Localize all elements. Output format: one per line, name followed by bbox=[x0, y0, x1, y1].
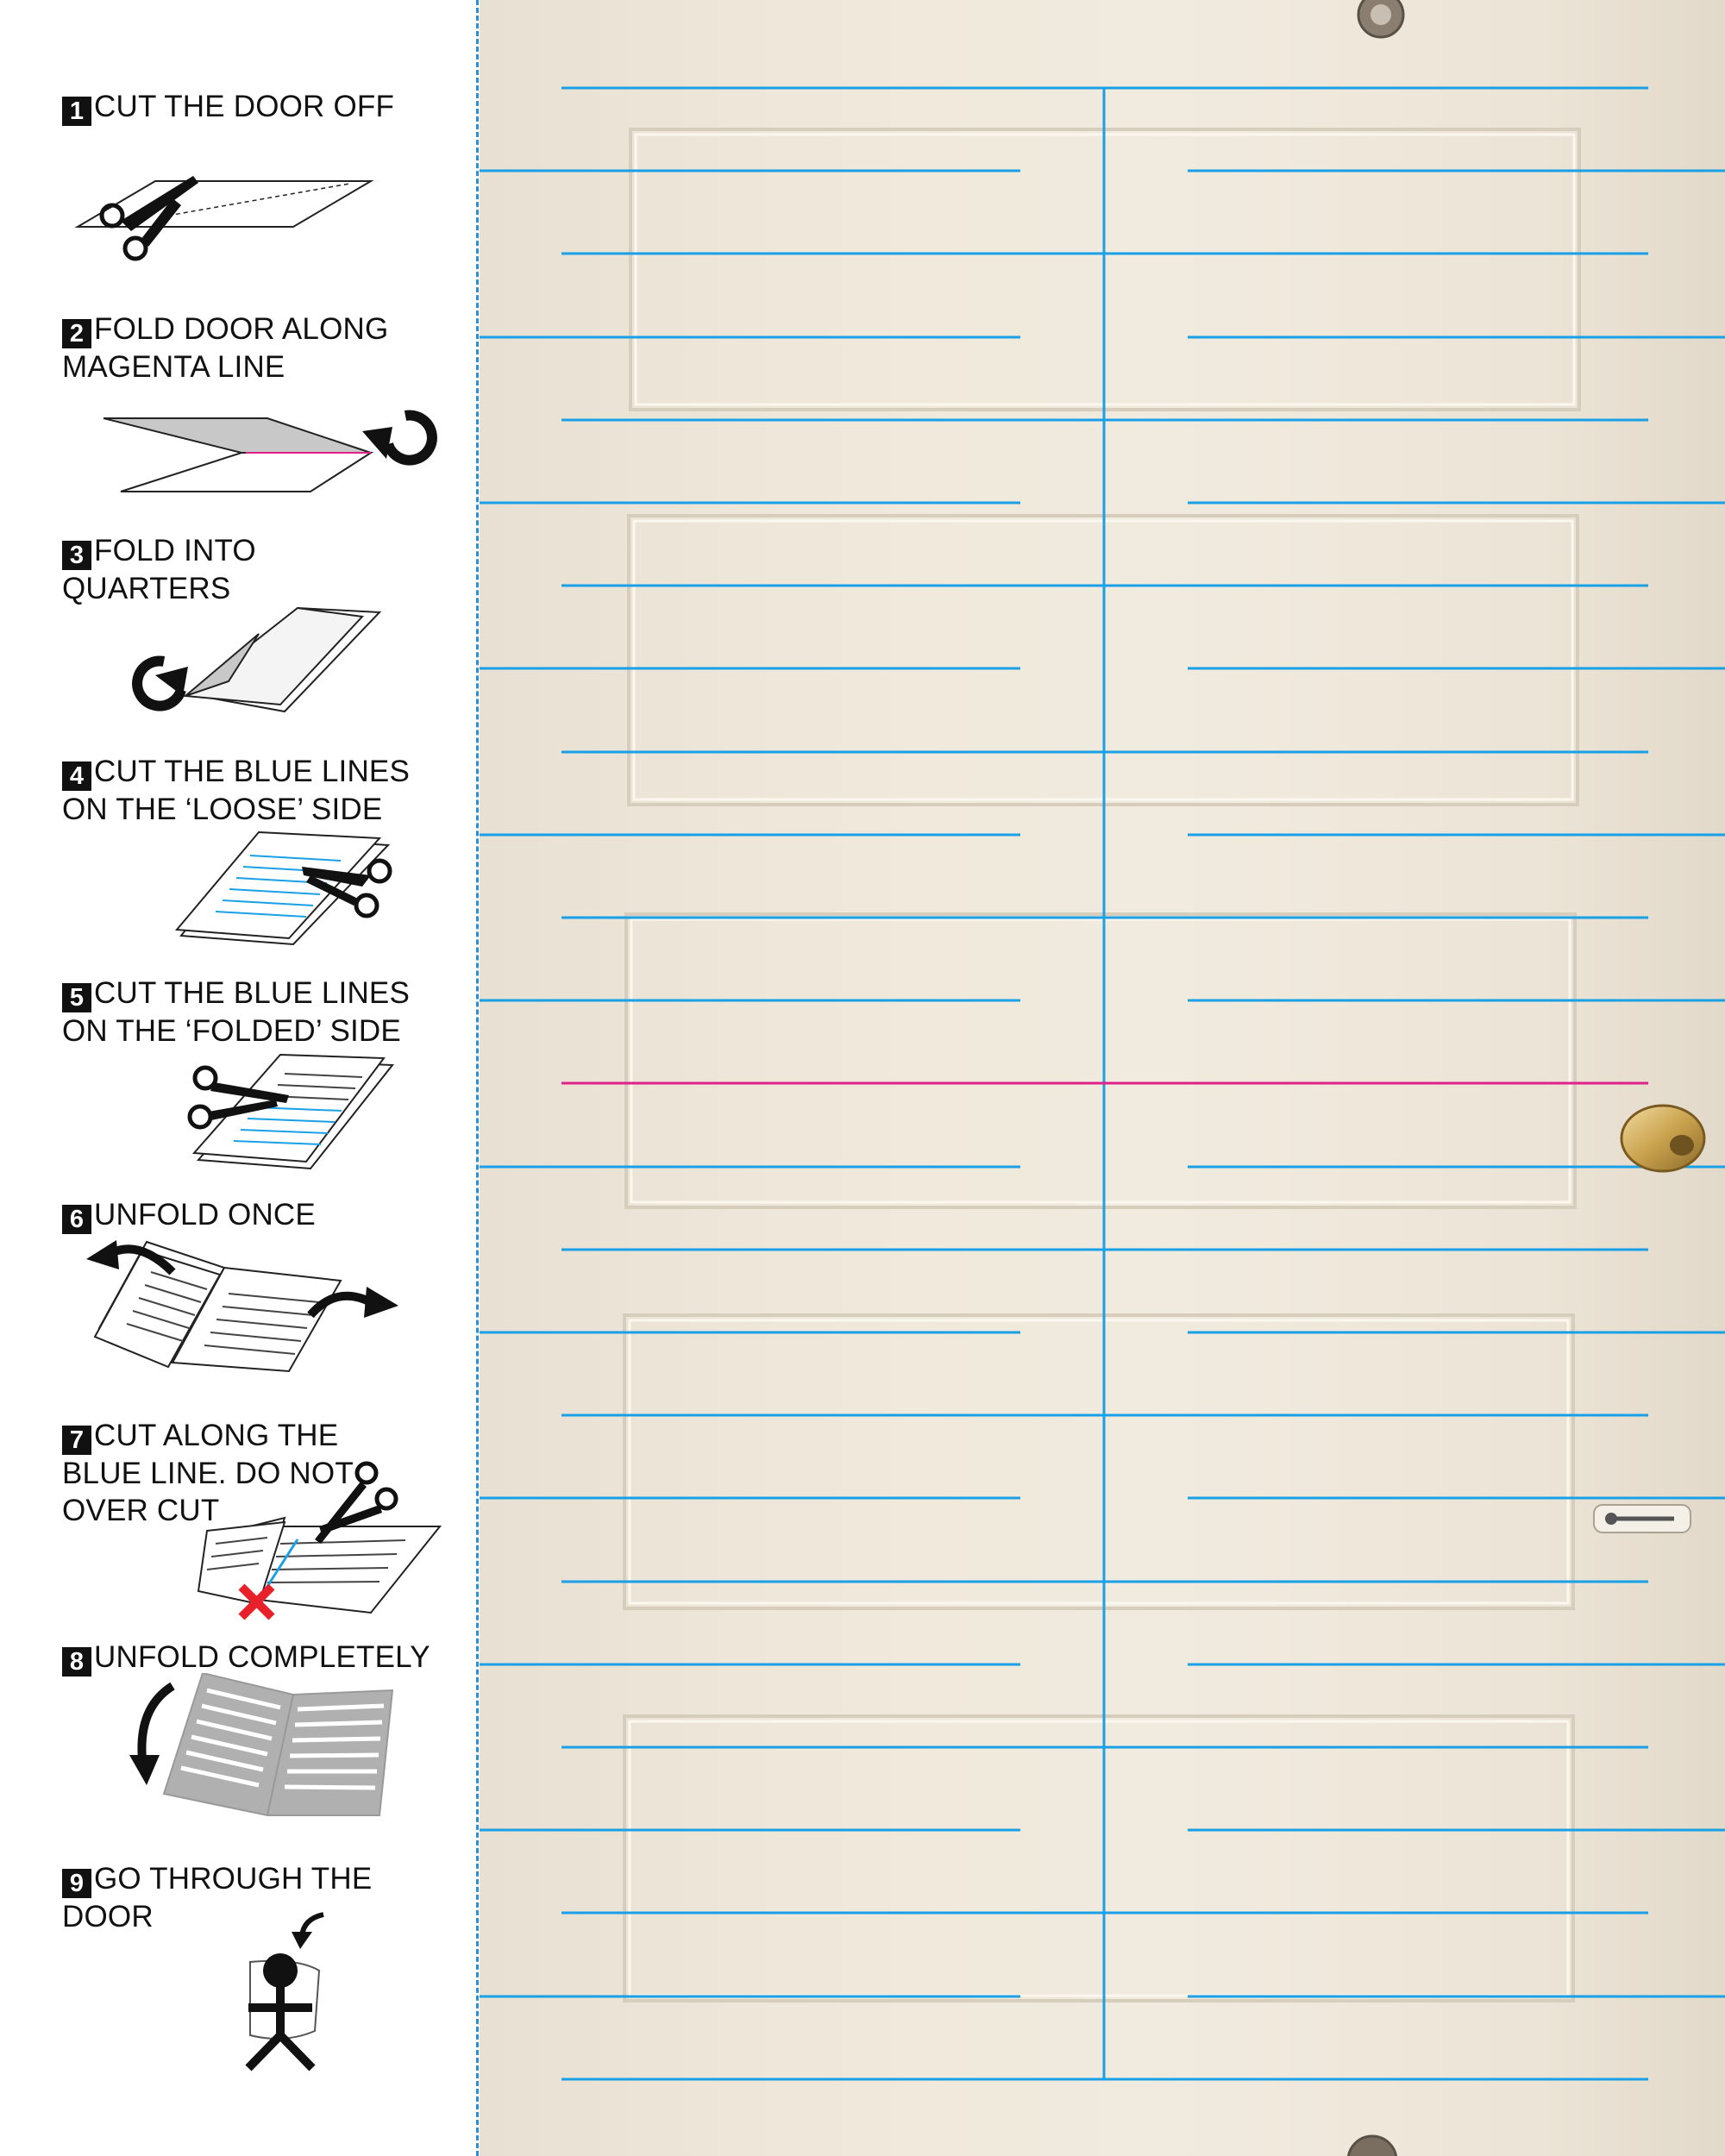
curved-arrow-icon bbox=[292, 1915, 323, 1949]
dashed-cut-edge bbox=[476, 0, 479, 2156]
step-8-line-1: UNFOLD COMPLETELY bbox=[94, 1640, 430, 1674]
step-4-line-2: ON THE ‘LOOSE’ SIDE bbox=[62, 793, 383, 826]
step-4-heading bbox=[62, 753, 410, 828]
step-6-illustration bbox=[0, 1233, 476, 1380]
step-8-number: 8 bbox=[62, 1647, 91, 1677]
latch-icon bbox=[1594, 1505, 1690, 1532]
step-2-number: 2 bbox=[62, 319, 91, 348]
step-8-heading bbox=[62, 1639, 430, 1677]
step-9-line-2: DOOR bbox=[62, 1900, 154, 1934]
step-7-line-3: OVER CUT bbox=[62, 1494, 220, 1527]
step-3-number: 3 bbox=[62, 541, 91, 570]
step-9-line-1: GO THROUGH THE bbox=[94, 1862, 373, 1896]
step-2-illustration bbox=[0, 379, 476, 500]
step-5-heading bbox=[62, 975, 410, 1050]
step-3-line-1: FOLD INTO bbox=[94, 534, 256, 567]
step-7-line-2: BLUE LINE. DO NOT bbox=[62, 1457, 354, 1490]
step-5-number: 5 bbox=[62, 983, 91, 1012]
step-1-line-1: CUT THE DOOR OFF bbox=[94, 90, 395, 123]
step-1-illustration bbox=[0, 164, 476, 276]
step-2-line-2: MAGENTA LINE bbox=[62, 350, 285, 384]
step-9-number: 9 bbox=[62, 1869, 91, 1898]
step-9-illustration bbox=[0, 1906, 476, 2078]
step-5-illustration bbox=[0, 1048, 476, 1173]
door-panel-3 bbox=[626, 914, 1575, 1207]
rotate-arrow-icon bbox=[137, 661, 188, 706]
step-4-illustration bbox=[0, 828, 476, 949]
step-6-heading bbox=[62, 1196, 316, 1234]
door-cut-template bbox=[480, 0, 1725, 2156]
step-7-illustration bbox=[0, 1457, 476, 1630]
step-2-line-1: FOLD DOOR ALONG bbox=[94, 312, 389, 346]
step-7-number: 7 bbox=[62, 1426, 91, 1455]
step-5-line-1: CUT THE BLUE LINES bbox=[94, 976, 411, 1010]
step-1-number: 1 bbox=[62, 97, 91, 126]
step-6-line-1: UNFOLD ONCE bbox=[94, 1198, 316, 1232]
door-photo bbox=[480, 0, 1725, 2156]
step-4-line-1: CUT THE BLUE LINES bbox=[94, 755, 411, 788]
door-panel-4 bbox=[624, 1315, 1573, 1608]
step-4-number: 4 bbox=[62, 761, 91, 791]
hinge-icon bbox=[1348, 0, 1403, 2156]
doorknob-icon bbox=[1622, 1106, 1704, 1171]
rotate-arrow-icon bbox=[362, 416, 432, 461]
step-1-heading bbox=[62, 88, 394, 126]
step-7-line-1: CUT ALONG THE bbox=[94, 1419, 339, 1452]
step-5-line-2: ON THE ‘FOLDED’ SIDE bbox=[62, 1014, 401, 1048]
step-3-line-2: QUARTERS bbox=[62, 572, 231, 605]
step-6-number: 6 bbox=[62, 1205, 91, 1234]
step-2-heading bbox=[62, 310, 388, 385]
step-3-heading bbox=[62, 532, 256, 607]
curved-arrow-icon bbox=[129, 1686, 172, 1785]
door-panel-5 bbox=[624, 1716, 1573, 2001]
step-8-illustration bbox=[0, 1673, 476, 1828]
step-3-illustration bbox=[0, 599, 476, 720]
instruction-panel bbox=[0, 0, 476, 2156]
